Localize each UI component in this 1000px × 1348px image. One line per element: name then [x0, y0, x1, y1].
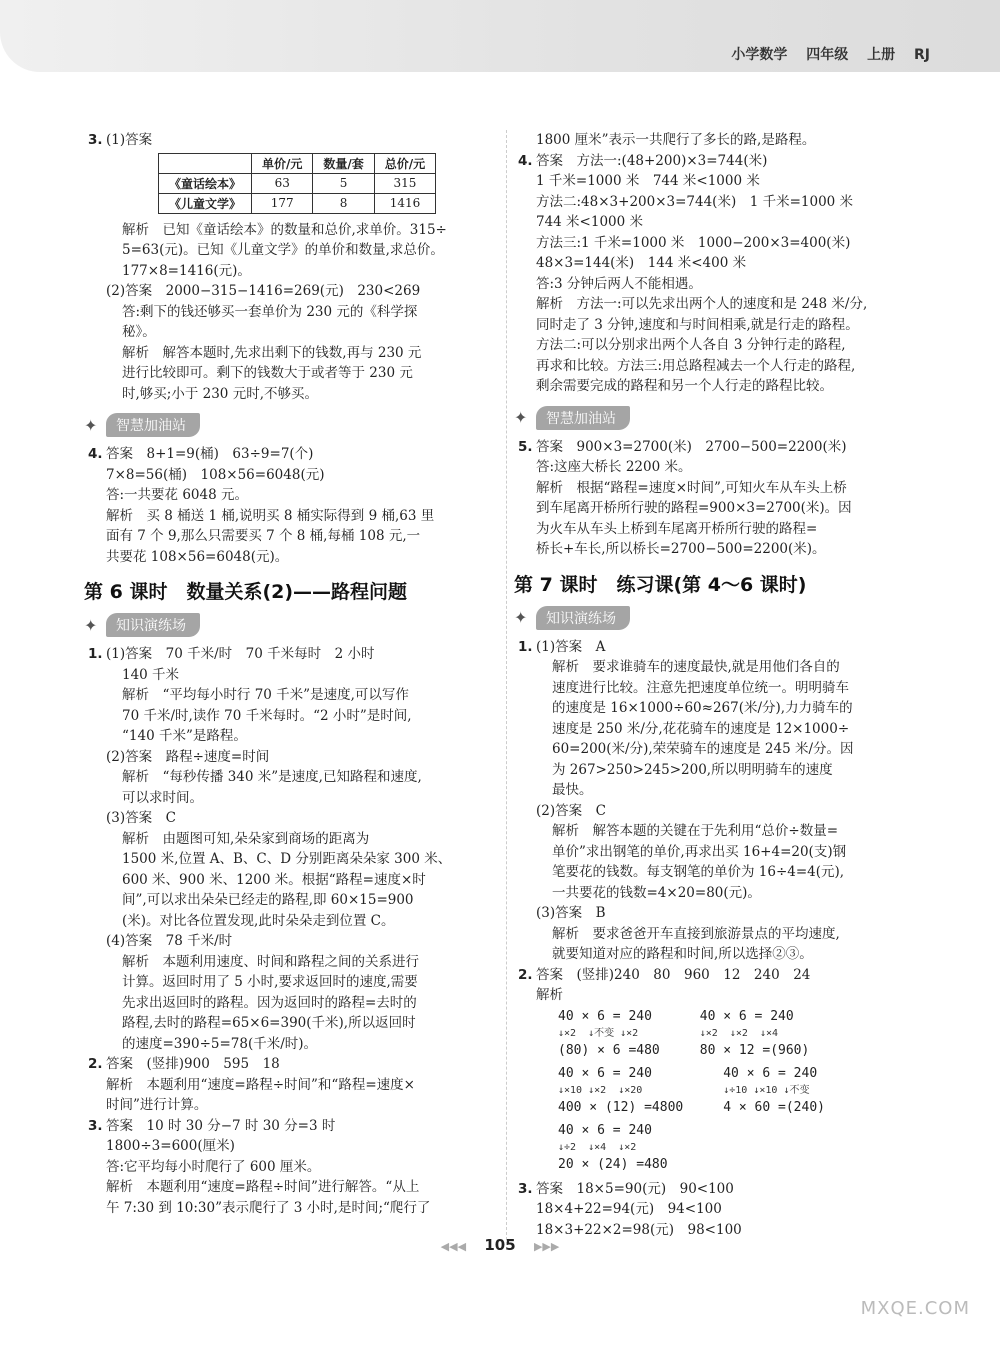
calc-block [558, 1008, 660, 1059]
volume: 上册 [867, 47, 896, 63]
calc-arrows: ↓×2 ↓×2 ↓×4 [699, 1027, 779, 1039]
calc-row: 400 × (12) =4800 [558, 1099, 684, 1115]
banner-label: 知识演练场 [536, 606, 630, 630]
sparkle-icon: ✦ [84, 415, 98, 435]
q-number: 2. [88, 1056, 103, 1072]
calc-row: (80) × 6 =480 [558, 1042, 660, 1058]
next-arrows-icon: ▶▶▶ [533, 1240, 560, 1253]
table-cell: 315 [374, 173, 435, 193]
text-line: 为火车从车头上桥到车尾离开桥所行驶的路程= [536, 520, 818, 537]
text-line: 解析 由题图可知,朵朵家到商场的距离为 [122, 830, 370, 847]
table-cell: 63 [252, 173, 313, 193]
calc-block [723, 1065, 825, 1116]
text-line: 177×8=1416(元)。 [122, 262, 251, 279]
boost-banner [514, 407, 918, 429]
q-number: 5. [518, 438, 533, 455]
text-line: 解析 解答本题时,先求出剩下的钱数,再与 230 元 [122, 344, 422, 361]
text-line: 秘》。 [122, 324, 156, 340]
sparkle-icon: ✦ [84, 615, 98, 635]
calc-arrows: ↓×2 ↓不变 ↓×2 [558, 1027, 639, 1039]
table-cell: 《童话绘本》 [159, 173, 252, 193]
practice-banner [84, 614, 488, 636]
q-number: 3. [88, 1117, 103, 1134]
text-line: 1 千米=1000 米 744 米<1000 米 [536, 173, 760, 189]
text-line: 答案 方法一:(48+200)×3=744(米) [536, 152, 768, 169]
table-row [159, 173, 436, 193]
answer-label: (1)答案 [106, 132, 153, 148]
text-line: 共要花 108×56=6048(元)。 [106, 548, 289, 565]
text-line: (2)答案 2000−315−1416=269(元) 230<269 [106, 283, 421, 299]
text-line: 时间”进行计算。 [106, 1097, 208, 1113]
text-line: (3)答案 C [106, 810, 176, 826]
edition: RJ [914, 47, 930, 63]
text-line: (1)答案 70 千米/时 70 千米每时 2 小时 [106, 646, 375, 662]
table-cell: 《儿童文学》 [159, 193, 252, 213]
text-line: 70 千米/时,读作 70 千米每时。“2 小时”是时间, [122, 707, 412, 724]
text-line: 48×3=144(米) 144 米<400 米 [536, 255, 747, 271]
calc-row: 40 × 6 = 240 [723, 1065, 818, 1081]
calc-group [518, 1122, 918, 1173]
text-line: 答案 (竖排)900 595 18 [106, 1056, 280, 1072]
text-line: 可以求时间。 [122, 789, 203, 806]
calc-row: 80 × 12 =(960) [699, 1042, 810, 1058]
table-header: 总价/元 [374, 153, 435, 173]
text-line: 744 米<1000 米 [536, 214, 644, 230]
table-row [159, 193, 436, 213]
calc-row: 4 × 60 =(240) [723, 1099, 825, 1115]
text-line: 先求出返回时的路程。因为返回时的路程=去时的 [122, 994, 417, 1011]
text-line: 间”,可以求出朵朵已经走的路程,即 60×15=900 [122, 892, 414, 908]
text-line: 时,够买;小于 230 元时,不够买。 [122, 385, 318, 402]
grade: 四年级 [806, 47, 849, 63]
subject: 小学数学 [731, 47, 788, 63]
calc-arrows: ↓÷10 ↓×10 ↓不变 [723, 1084, 810, 1096]
text-line: 进行比较即可。剩下的钱数大于或者等于 230 元 [122, 365, 413, 381]
text-line: 同时走了 3 分钟,速度和与时间相乘,就是行走的路程。 [536, 316, 859, 333]
text-line: 午 7:30 到 10:30”表示爬行了 3 小时,是时间;“爬行了 [106, 1199, 431, 1216]
text-line: 剩余需要完成的路程和另一个人行走的路程比较。 [536, 378, 833, 394]
calc-block [558, 1065, 683, 1116]
calc-block [558, 1122, 668, 1173]
table-cell: 1416 [374, 193, 435, 213]
text-line: 为 267>250>245>200,所以明明骑车的速度 [552, 761, 833, 778]
text-line: 笔要花的钱数。每支钢笔的单价为 16÷4=4(元), [552, 864, 845, 880]
text-line: 解析 本题利用“速度=路程÷时间”和“路程=速度× [106, 1076, 415, 1093]
calc-row: 40 × 6 = 240 [558, 1122, 652, 1138]
text-line: 7×8=56(桶) 108×56=6048(元) [106, 466, 325, 483]
text-line: 1800÷3=600(厘米) [106, 1138, 235, 1154]
calc-row: 40 × 6 = 240 [558, 1008, 652, 1024]
text-line: 就要知道对应的路程和时间,所以选择②③。 [552, 946, 813, 962]
watermark: MXQE.COM [860, 1298, 970, 1319]
sparkle-icon: ✦ [514, 608, 528, 627]
text-line: 答案 18×5=90(元) 90<100 [536, 1180, 734, 1197]
text-line: 方法三:1 千米=1000 米 1000−200×3=400(米) [536, 234, 851, 251]
calc-group [518, 1008, 918, 1059]
text-line: (4)答案 78 千米/时 [106, 933, 233, 949]
table-cell: 8 [313, 193, 374, 213]
text-line: 解析 本题利用速度、时间和路程之间的关系进行 [122, 953, 419, 970]
text-line: 解析 要求爸爸开车直接到旅游景点的平均速度, [552, 925, 840, 942]
text-line: 5=63(元)。已知《儿童文学》的单价和数量,求总价。 [122, 242, 444, 258]
table-header: 数量/套 [313, 153, 374, 173]
text-line: 解析 买 8 桶送 1 桶,说明买 8 桶实际得到 9 桶,63 里 [106, 507, 435, 524]
text-line: 1800 厘米”表示一共爬行了多长的路,是路程。 [536, 132, 816, 148]
calc-row: 40 × 6 = 240 [699, 1008, 794, 1024]
calc-arrows: ↓×10 ↓×2 ↓×20 [558, 1084, 643, 1096]
text-line: 计算。返回时用了 5 小时,要求返回时的速度,需要 [122, 974, 418, 990]
text-line: (1)答案 A [536, 638, 606, 655]
q-number: 1. [88, 646, 103, 662]
text-line: 解析 解答本题的关键在于先利用“总价÷数量= [552, 823, 839, 839]
calc-block [700, 1008, 810, 1059]
text-line: 解析 已知《童话绘本》的数量和总价,求单价。315÷ [122, 221, 447, 238]
q-number: 3. [518, 1180, 533, 1197]
q-number: 1. [518, 638, 533, 655]
banner-label: 知识演练场 [106, 613, 200, 637]
text-line: (2)答案 C [536, 802, 606, 819]
page-header [0, 0, 1000, 72]
book-info [717, 44, 930, 64]
text-line: 的速度=390÷5=78(千米/时)。 [122, 1035, 318, 1052]
text-line: 桥长+车长,所以桥长=2700−500=2200(米)。 [536, 541, 826, 557]
text-line: 速度进行比较。注意先把速度单位统一。明明骑车 [552, 679, 849, 696]
text-line: 18×3+22×2=98(元) 98<100 [536, 1221, 742, 1238]
calc-group [518, 1065, 918, 1116]
lesson-title: 第 6 课时 数量关系(2)——路程问题 [84, 581, 408, 603]
q-number: 3. [88, 132, 103, 148]
text-line: 最快。 [552, 782, 593, 798]
q-number: 4. [518, 152, 533, 169]
text-line: 60=200(米/分),荣荣骑车的速度是 245 米/分。因 [552, 741, 854, 757]
table-header: 单价/元 [252, 153, 313, 173]
text-line: 答:它平均每小时爬行了 600 厘米。 [106, 1158, 321, 1175]
text-line: 再求和比较。方法三:用总路程减去一个人行走的路程, [536, 357, 856, 374]
page-footer [0, 1236, 1000, 1254]
table-cell: 177 [252, 193, 313, 213]
banner-label: 智慧加油站 [536, 406, 630, 430]
table-header [159, 153, 252, 173]
text-line: 到车尾离开桥所行驶的路程=900×3=2700(米)。因 [536, 500, 852, 516]
lesson-title: 第 7 课时 练习课(第 4～6 课时) [514, 573, 807, 596]
page-number: 105 [484, 1236, 516, 1254]
text-line: (3)答案 B [536, 905, 606, 921]
text-line: 答案 10 时 30 分−7 时 30 分=3 时 [106, 1117, 336, 1134]
calc-arrows: ↓÷2 ↓×4 ↓×2 [558, 1141, 637, 1153]
text-line: 解析 本题利用“速度=路程÷时间”进行解答。“从上 [106, 1179, 420, 1195]
text-line: 答案 8+1=9(桶) 63÷9=7(个) [106, 446, 314, 462]
text-line: 速度是 250 米/分,花花骑车的速度是 12×1000÷ [552, 720, 850, 737]
text-line: 单价”求出钢笔的单价,再求出买 16+4=20(支)钢 [552, 843, 847, 860]
banner-label: 智慧加油站 [106, 413, 200, 437]
text-line: 解析 “平均每小时行 70 千米”是速度,可以写作 [122, 687, 409, 703]
practice-banner [514, 607, 918, 629]
text-line: “140 千米”是路程。 [122, 728, 247, 744]
text-line: 方法二:48×3+200×3=744(米) 1 千米=1000 米 [536, 193, 854, 210]
text-line: 600 米、900 米、1200 米。根据“路程=速度×时 [122, 871, 426, 888]
text-line: 一共要花的钱数=4×20=80(元)。 [552, 884, 761, 901]
prev-arrows-icon: ◀◀◀ [440, 1240, 467, 1253]
text-line: 答案 900×3=2700(米) 2700−500=2200(米) [536, 438, 847, 455]
text-line: 方法二:可以分别求出两个人各自 3 分钟行走的路程, [536, 337, 846, 353]
price-table [158, 153, 436, 214]
text-line: 解析 [536, 987, 563, 1003]
text-line: 解析 根据“路程=速度×时间”,可知火车从车头上桥 [536, 479, 847, 496]
text-line: 1500 米,位置 A、B、C、D 分别距离朵朵家 300 米、 [122, 851, 452, 867]
text-line: 答:剩下的钱还够买一套单价为 230 元的《科学探 [122, 303, 418, 320]
text-line: 路程,去时的路程=65×6=390(千米),所以返回时 [122, 1015, 416, 1031]
text-line: 18×4+22=94(元) 94<100 [536, 1201, 722, 1217]
text-line: 答:3 分钟后两人不能相遇。 [536, 275, 702, 292]
text-line: 的速度是 16×1000÷60≈267(米/分),力力骑车的 [552, 700, 853, 716]
text-line: (2)答案 路程÷速度=时间 [106, 748, 270, 765]
q-number: 4. [88, 446, 103, 462]
text-line: 面有 7 个 9,那么只需要买 7 个 8 桶,每桶 108 元,一 [106, 528, 421, 544]
right-column [514, 130, 918, 1240]
left-column [84, 130, 488, 1218]
text-line: 答案 (竖排)240 80 960 12 240 24 [536, 966, 811, 983]
calc-row: 40 × 6 = 240 [558, 1065, 652, 1081]
table-header-row [159, 153, 436, 173]
text-line: 答:这座大桥长 2200 米。 [536, 459, 692, 475]
calc-row: 20 × (24) =480 [558, 1156, 668, 1172]
boost-banner [84, 414, 488, 436]
text-line: (米)。对比各位置发现,此时朵朵走到位置 C。 [122, 912, 395, 929]
table-cell: 5 [313, 173, 374, 193]
sparkle-icon: ✦ [514, 408, 528, 427]
text-line: 140 千米 [122, 666, 180, 683]
text-line: 答:一共要花 6048 元。 [106, 487, 248, 503]
text-line: 解析 方法一:可以先求出两个人的速度和是 248 米/分, [536, 296, 868, 312]
text-line: 解析 “每秒传播 340 米”是速度,已知路程和速度, [122, 769, 422, 785]
text-line: 解析 要求谁骑车的速度最快,就是用他们各自的 [552, 659, 840, 675]
q-number: 2. [518, 966, 533, 983]
